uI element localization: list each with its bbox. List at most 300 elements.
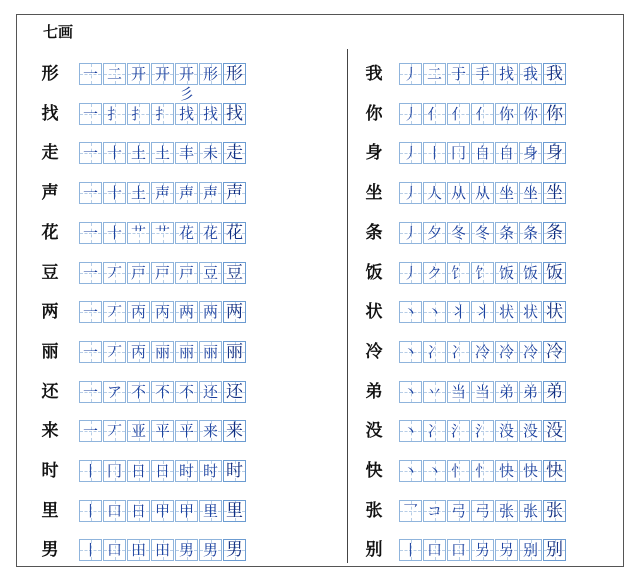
stroke-step: 声	[154, 184, 170, 203]
grid-cell	[79, 539, 102, 561]
grid-cell	[471, 381, 494, 403]
grid-cell	[103, 301, 126, 323]
grid-cell	[103, 103, 126, 125]
stroke-step: 弓	[474, 501, 490, 520]
grid-cell	[471, 142, 494, 164]
stroke-step: 口	[106, 501, 122, 520]
grid-cell	[471, 341, 494, 363]
grid-cell	[423, 142, 446, 164]
grid-cell	[199, 182, 222, 204]
stroke-step: 亚	[130, 422, 146, 441]
stroke-step: 丙	[130, 342, 146, 361]
grid-cell	[79, 420, 102, 442]
stroke-step: 平	[154, 422, 170, 441]
stroke-step: 从	[474, 184, 490, 203]
stroke-step: 土	[154, 144, 170, 163]
grid-cell	[495, 103, 518, 125]
grid-cell	[223, 103, 246, 125]
character-label: 还	[41, 381, 59, 402]
grid-cell	[495, 341, 518, 363]
stroke-step: 没	[546, 421, 563, 442]
character-label: 条	[365, 222, 383, 243]
stroke-steps	[399, 381, 567, 403]
grid-cell	[103, 539, 126, 561]
stroke-step: 身	[546, 143, 563, 164]
stroke-step: 一	[82, 65, 98, 83]
stroke-step: 乛	[402, 501, 418, 520]
stroke-step: 手	[474, 65, 490, 83]
grid-cell	[103, 500, 126, 522]
stroke-step: 从	[450, 184, 466, 203]
grid-cell	[519, 301, 542, 323]
stroke-step: 不	[154, 382, 170, 401]
grid-cell	[175, 341, 198, 363]
grid-cell	[223, 301, 246, 323]
grid-cell	[79, 460, 102, 482]
stroke-steps	[79, 103, 247, 125]
stroke-step: 当	[450, 382, 466, 401]
column-divider	[347, 49, 348, 563]
grid-cell	[199, 103, 222, 125]
grid-cell	[543, 460, 566, 482]
grid-cell	[423, 460, 446, 482]
grid-cell	[423, 341, 446, 363]
stroke-step: 走	[226, 143, 243, 164]
stroke-step: 我	[522, 65, 538, 83]
character-label: 冷	[365, 341, 383, 362]
stroke-step: 花	[226, 222, 243, 243]
stroke-step: 不	[130, 382, 146, 401]
grid-cell	[519, 222, 542, 244]
stroke-step: 丨	[82, 462, 98, 480]
stroke-step: 戸	[130, 263, 146, 282]
stroke-step: 弟	[498, 382, 514, 401]
stroke-step: 一	[82, 382, 98, 401]
stroke-steps	[399, 103, 567, 125]
grid-cell	[79, 182, 102, 204]
grid-cell	[79, 222, 102, 244]
stroke-step: 自	[498, 144, 514, 163]
grid-cell	[151, 539, 174, 561]
stroke-step: 平	[178, 422, 194, 441]
stroke-step: 没	[498, 422, 514, 441]
stroke-step: 丽	[178, 342, 194, 361]
grid-cell	[103, 142, 126, 164]
grid-cell	[423, 420, 446, 442]
grid-cell	[423, 301, 446, 323]
grid-cell	[175, 103, 198, 125]
stroke-step: 一	[82, 104, 98, 123]
grid-cell	[199, 222, 222, 244]
grid-cell	[79, 341, 102, 363]
stroke-step: 饭	[546, 262, 563, 283]
character-label: 两	[41, 302, 59, 323]
grid-cell	[423, 222, 446, 244]
grid-cell	[423, 262, 446, 284]
character-label: 里	[41, 500, 59, 521]
grid-cell	[151, 222, 174, 244]
grid-cell	[103, 420, 126, 442]
character-label: 来	[41, 421, 59, 442]
grid-cell	[175, 63, 198, 103]
grid-cell	[175, 142, 198, 164]
stroke-step: 丿	[402, 223, 418, 242]
grid-cell	[447, 341, 470, 363]
stroke-order-sheet	[16, 14, 624, 567]
stroke-step: 日	[130, 462, 146, 480]
stroke-step: 你	[522, 104, 538, 123]
stroke-step: 扌	[154, 104, 170, 123]
stroke-step: 忄	[474, 462, 490, 480]
grid-cell	[423, 182, 446, 204]
stroke-step: 我	[546, 64, 563, 84]
grid-cell	[471, 103, 494, 125]
stroke-step: 形	[202, 65, 218, 83]
stroke-step: 饭	[522, 263, 538, 282]
stroke-step: 丶	[426, 303, 442, 322]
grid-cell	[447, 222, 470, 244]
stroke-step: 冷	[474, 342, 490, 361]
stroke-step: 日	[154, 462, 170, 480]
stroke-step: 时	[178, 462, 194, 480]
stroke-step: 坐	[498, 184, 514, 203]
stroke-step: 冷	[498, 342, 514, 361]
stroke-step: 状	[546, 302, 563, 323]
grid-cell	[127, 63, 150, 85]
grid-cell	[495, 460, 518, 482]
grid-cell	[543, 341, 566, 363]
grid-cell	[79, 103, 102, 125]
grid-cell	[543, 103, 566, 125]
grid-cell	[519, 341, 542, 363]
grid-cell	[495, 142, 518, 164]
grid-cell	[543, 301, 566, 323]
grid-cell	[471, 182, 494, 204]
stroke-step: 开	[154, 65, 170, 83]
stroke-step: 还	[202, 382, 218, 401]
stroke-steps	[399, 182, 567, 204]
stroke-step: 艹	[154, 223, 170, 242]
grid-cell	[127, 381, 150, 403]
grid-cell	[399, 341, 422, 363]
grid-cell	[423, 103, 446, 125]
stroke-step: 时	[226, 461, 243, 481]
grid-cell	[79, 142, 102, 164]
grid-cell	[543, 262, 566, 284]
stroke-step: 男	[226, 540, 243, 561]
grid-cell	[175, 420, 198, 442]
grid-cell	[471, 420, 494, 442]
grid-cell	[103, 63, 126, 85]
grid-cell	[103, 381, 126, 403]
grid-cell	[223, 381, 246, 403]
stroke-step: 你	[498, 104, 514, 123]
grid-cell	[519, 460, 542, 482]
character-label: 豆	[41, 262, 59, 283]
grid-cell	[199, 142, 222, 164]
grid-cell	[471, 500, 494, 522]
stroke-step: 快	[498, 462, 514, 480]
stroke-step: 十	[106, 223, 122, 242]
grid-cell	[199, 301, 222, 323]
stroke-steps	[79, 142, 247, 164]
grid-cell	[399, 182, 422, 204]
stroke-step: 二	[106, 65, 122, 83]
grid-cell	[151, 301, 174, 323]
grid-cell	[495, 301, 518, 323]
stroke-step: 男	[202, 541, 218, 560]
stroke-step: 一	[82, 342, 98, 361]
stroke-step: 于	[450, 65, 466, 83]
stroke-step: 开彡	[178, 65, 194, 103]
grid-cell	[223, 222, 246, 244]
grid-cell	[199, 500, 222, 522]
grid-cell	[199, 262, 222, 284]
grid-cell	[127, 182, 150, 204]
grid-cell	[399, 222, 422, 244]
grid-cell	[151, 63, 174, 85]
grid-cell	[519, 381, 542, 403]
stroke-step: 一	[82, 144, 98, 163]
character-label: 别	[365, 540, 383, 561]
grid-cell	[447, 381, 470, 403]
stroke-step: 冂	[106, 462, 122, 480]
grid-cell	[519, 142, 542, 164]
stroke-step: 夕	[426, 223, 442, 242]
stroke-step: 别	[522, 541, 538, 560]
stroke-step: 冫	[450, 342, 466, 361]
stroke-steps	[399, 301, 567, 323]
grid-cell	[447, 142, 470, 164]
grid-cell	[399, 460, 422, 482]
stroke-step: 甲	[178, 501, 194, 520]
grid-cell	[199, 460, 222, 482]
grid-cell	[543, 222, 566, 244]
grid-cell	[223, 460, 246, 482]
stroke-step: 声	[226, 183, 243, 204]
stroke-steps	[399, 500, 567, 522]
section-title: 七画	[43, 23, 74, 41]
stroke-step: 花	[178, 223, 194, 242]
stroke-steps	[79, 500, 247, 522]
stroke-steps	[79, 539, 247, 561]
grid-cell	[447, 539, 470, 561]
stroke-steps	[79, 420, 247, 442]
grid-cell	[399, 142, 422, 164]
grid-cell	[543, 182, 566, 204]
stroke-step: 丿	[402, 144, 418, 163]
stroke-step: 冬	[450, 223, 466, 242]
grid-cell	[495, 182, 518, 204]
stroke-step: コ	[426, 501, 442, 520]
grid-cell	[223, 420, 246, 442]
grid-cell	[543, 142, 566, 164]
grid-cell	[127, 142, 150, 164]
stroke-step: 一	[82, 184, 98, 203]
stroke-step: 时	[202, 462, 218, 480]
grid-cell	[79, 262, 102, 284]
stroke-step: 别	[546, 540, 563, 561]
grid-cell	[519, 262, 542, 284]
grid-cell	[495, 420, 518, 442]
grid-cell	[151, 460, 174, 482]
grid-cell	[223, 182, 246, 204]
stroke-step: 口	[450, 541, 466, 560]
character-label: 你	[365, 103, 383, 124]
grid-cell	[447, 103, 470, 125]
stroke-step: 丶	[402, 422, 418, 441]
grid-cell	[423, 539, 446, 561]
stroke-step: 扌	[106, 104, 122, 123]
grid-cell	[175, 500, 198, 522]
grid-cell	[127, 262, 150, 284]
stroke-step: 甲	[154, 501, 170, 520]
stroke-step: 亻	[426, 104, 442, 123]
stroke-step: 丶	[402, 342, 418, 361]
grid-cell	[447, 182, 470, 204]
grid-cell	[151, 381, 174, 403]
stroke-step: 两	[178, 303, 194, 322]
grid-cell	[495, 262, 518, 284]
grid-cell	[495, 222, 518, 244]
grid-cell	[175, 381, 198, 403]
grid-cell	[199, 381, 222, 403]
stroke-steps	[399, 460, 567, 482]
stroke-step: 豆	[226, 262, 243, 283]
stroke-step: 快	[522, 462, 538, 480]
stroke-step: 找	[226, 103, 243, 124]
stroke-steps	[79, 301, 247, 323]
grid-cell	[447, 420, 470, 442]
character-label: 找	[41, 103, 59, 124]
grid-cell	[399, 63, 422, 85]
character-label: 我	[365, 64, 383, 84]
grid-cell	[399, 262, 422, 284]
character-label: 没	[365, 421, 383, 442]
stroke-step: 张	[498, 501, 514, 520]
stroke-step: 条	[546, 222, 563, 243]
stroke-step: 没	[522, 422, 538, 441]
grid-cell	[151, 341, 174, 363]
stroke-step: 状	[522, 303, 538, 322]
stroke-step: 扌	[130, 104, 146, 123]
character-label: 快	[365, 461, 383, 481]
stroke-step: 自	[474, 144, 490, 163]
grid-cell	[103, 460, 126, 482]
stroke-step: 亻	[450, 104, 466, 123]
stroke-step: 弟	[546, 381, 563, 402]
stroke-step: 丿	[402, 184, 418, 203]
stroke-step: 日	[130, 501, 146, 520]
stroke-step: 饣	[450, 263, 466, 282]
stroke-step: 十	[106, 184, 122, 203]
stroke-step: 来	[226, 421, 243, 442]
stroke-steps	[399, 262, 567, 284]
grid-cell	[79, 381, 102, 403]
stroke-step: 艹	[130, 223, 146, 242]
grid-cell	[223, 142, 246, 164]
stroke-step: 丶	[402, 303, 418, 322]
grid-cell	[223, 539, 246, 561]
stroke-step: 丰	[178, 144, 194, 163]
grid-cell	[103, 182, 126, 204]
stroke-steps	[399, 539, 567, 561]
grid-cell	[519, 500, 542, 522]
stroke-steps	[79, 222, 247, 244]
grid-cell	[471, 63, 494, 85]
grid-cell	[423, 500, 446, 522]
grid-cell	[199, 63, 222, 85]
stroke-step: 弓	[450, 501, 466, 520]
character-label: 花	[41, 222, 59, 243]
grid-cell	[495, 500, 518, 522]
stroke-step: 亻	[474, 104, 490, 123]
stroke-step: 丶	[402, 382, 418, 401]
stroke-step: 形	[226, 64, 243, 84]
grid-cell	[127, 460, 150, 482]
stroke-step: 一	[82, 223, 98, 242]
grid-cell	[103, 222, 126, 244]
stroke-step: 张	[546, 500, 563, 521]
stroke-step: 田	[154, 541, 170, 560]
stroke-step: 条	[498, 223, 514, 242]
stroke-step: 丆	[106, 263, 122, 282]
grid-cell	[79, 301, 102, 323]
stroke-step: 冬	[474, 223, 490, 242]
stroke-step: 戸	[154, 263, 170, 282]
grid-cell	[79, 500, 102, 522]
stroke-step: 条	[522, 223, 538, 242]
grid-cell	[399, 420, 422, 442]
grid-cell	[543, 381, 566, 403]
stroke-step: 声	[202, 184, 218, 203]
grid-cell	[151, 262, 174, 284]
character-label: 男	[41, 540, 59, 561]
grid-cell	[471, 262, 494, 284]
grid-cell	[519, 539, 542, 561]
stroke-step: 丆	[106, 422, 122, 441]
stroke-step: 不	[178, 382, 194, 401]
stroke-step: 当	[474, 382, 490, 401]
stroke-step: 里	[202, 501, 218, 520]
stroke-step: 丨	[82, 501, 98, 520]
stroke-step: 丶	[402, 462, 418, 480]
stroke-step: 饭	[498, 263, 514, 282]
stroke-step: 冂	[450, 144, 466, 163]
grid-cell	[103, 341, 126, 363]
stroke-step: 状	[498, 303, 514, 322]
stroke-step: 丽	[154, 342, 170, 361]
stroke-step: 人	[426, 184, 442, 203]
stroke-step: 两	[202, 303, 218, 322]
grid-cell	[127, 222, 150, 244]
grid-cell	[519, 103, 542, 125]
grid-cell	[495, 381, 518, 403]
grid-cell	[447, 262, 470, 284]
grid-cell	[223, 262, 246, 284]
stroke-step: 丙	[130, 303, 146, 322]
stroke-step: ク	[426, 263, 442, 282]
stroke-step: 氵	[450, 422, 466, 441]
stroke-step: 弟	[522, 382, 538, 401]
grid-cell	[151, 500, 174, 522]
character-label: 状	[365, 302, 383, 323]
grid-cell	[175, 301, 198, 323]
stroke-step: 丆	[106, 342, 122, 361]
grid-cell	[447, 500, 470, 522]
stroke-step: 另	[498, 541, 514, 560]
grid-cell	[223, 500, 246, 522]
